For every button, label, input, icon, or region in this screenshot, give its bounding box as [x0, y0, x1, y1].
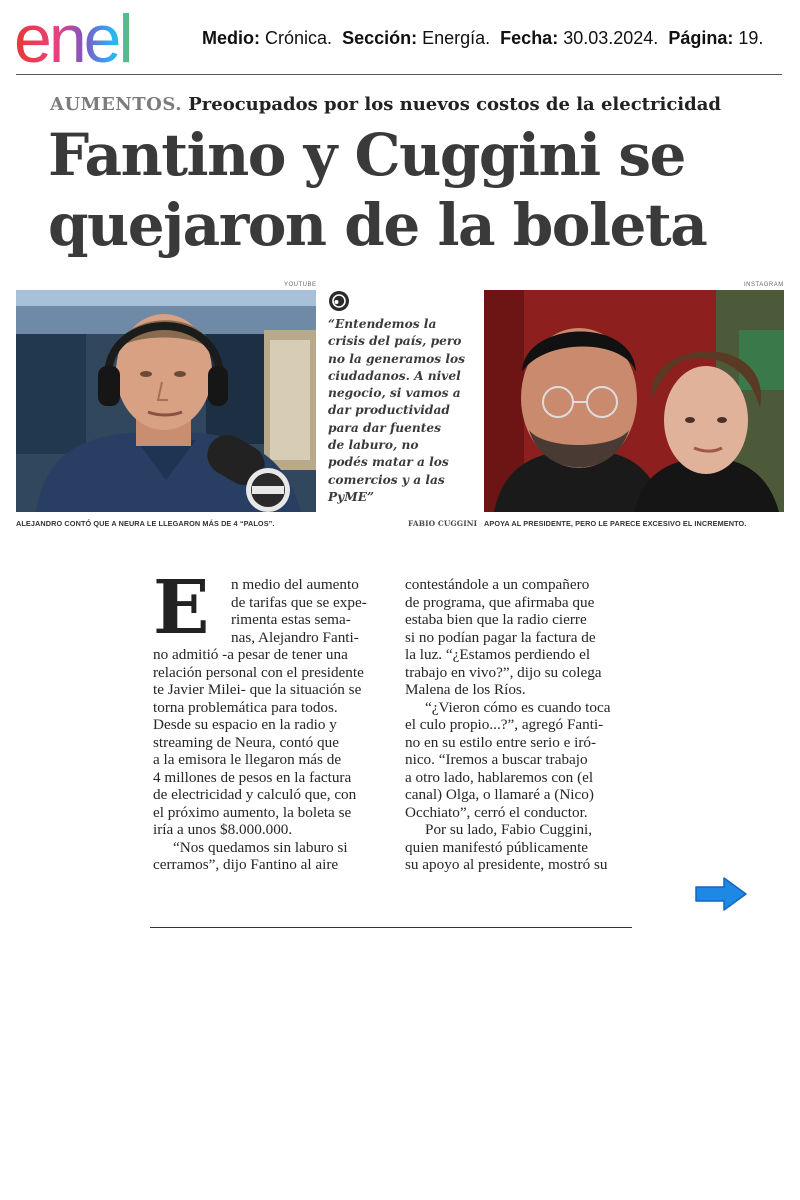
quote-line: ciudadanos. A nivel [328, 368, 461, 383]
drop-cap: E [153, 565, 210, 651]
body-line: a otro lado, hablaremos con (el [405, 768, 594, 786]
body-line: de tarifas que se expe- [231, 593, 367, 611]
body-line: si no podían pagar la factura de [405, 628, 596, 646]
kicker-text: Preocupados por los nuevos costos de la electricidad [188, 94, 721, 115]
photo-caption-right: APOYA AL PRESIDENTE, PERO LE PARECE EXCESIVO EL INCREMENTO. [484, 519, 747, 528]
seccion-value: Energía. [422, 28, 491, 48]
header-divider [16, 74, 782, 75]
quote-line: dar productividad [328, 403, 450, 418]
body-line: “¿Vieron cómo es cuando toca [425, 698, 611, 716]
body-line: Malena de los Ríos. [405, 681, 526, 698]
logo-text: enel [14, 8, 131, 72]
body-line: streaming de Neura, contó que [153, 733, 339, 751]
medio-label: Medio: [202, 28, 260, 48]
body-line: quien manifestó públicamente [405, 838, 589, 856]
body-line: no en su estilo entre serio e iró- [405, 733, 597, 751]
body-line: nico. “Iremos a buscar trabajo [405, 751, 588, 768]
fecha-value: 30.03.2024. [563, 28, 659, 48]
body-line: rimenta estas sema- [231, 611, 351, 628]
body-line: trabajo en vivo?”, dijo su colega [405, 663, 602, 681]
quote-attribution: FABIO CUGGINI [408, 519, 478, 528]
photo-credit-left: YOUTUBE [284, 282, 317, 288]
headline-line: Fantino y Cuggini se [48, 121, 685, 189]
medio-value: Crónica. [265, 28, 333, 48]
body-line: no admitió -a pesar de tener una [153, 646, 348, 663]
body-line: el culo propio...?”, agregó Fanti- [405, 716, 604, 733]
kicker-tag: AUMENTOS. [50, 94, 182, 115]
photo-right-illustration [484, 290, 784, 512]
photo-alejandro-fantino [16, 290, 316, 512]
body-line: su apoyo al presidente, mostró su [405, 856, 608, 873]
photo-caption-left: ALEJANDRO CONTÓ QUE A NEURA LE LLEGARON MÁS DE 4 “PALOS”. [16, 519, 275, 528]
quote-line: no la generamos los [328, 351, 465, 366]
quote-line: de laburo, no [328, 438, 419, 453]
fecha-label: Fecha: [500, 28, 559, 48]
photo-left-illustration [16, 290, 316, 512]
body-line: Desde su espacio en la radio y [153, 716, 337, 733]
quote-line: “Entendemos la [328, 317, 437, 331]
body-line: “Nos quedamos sin laburo si [173, 838, 348, 856]
body-line: Por su lado, Fabio Cuggini, [425, 821, 593, 838]
publication-meta [202, 28, 792, 49]
body-line: cerramos”, dijo Fantino al aire [153, 856, 339, 873]
headline-line: quejaron de la boleta [48, 191, 707, 259]
body-line: iría a unos $8.000.000. [153, 821, 293, 838]
quote-line: crisis del país, pero [328, 334, 462, 349]
body-line: canal) Olga, o llamaré a (Nico) [405, 786, 594, 803]
quote-line: podés matar a los [328, 455, 449, 470]
quote-line: para dar fuentes [328, 420, 442, 435]
quote-line: negocio, si vamos a [328, 386, 461, 401]
body-line: 4 millones de pesos en la factura [153, 768, 352, 786]
body-line: de programa, que afirmaba que [405, 593, 595, 611]
body-line: la luz. “¿Estamos perdiendo el [405, 646, 591, 663]
headline [48, 120, 788, 260]
footer-divider [150, 927, 632, 928]
body-line: nas, Alejandro Fanti- [231, 628, 359, 646]
body-line: a la emisora le llegaron más de [153, 751, 342, 768]
seccion-label: Sección: [342, 28, 418, 48]
quote-line: comercios y a las [328, 472, 445, 487]
body-line: de electricidad y calculó que, con [153, 786, 357, 803]
quote-line: PyME” [328, 489, 375, 504]
pagina-label: Página: [668, 28, 734, 48]
body-column-1 [153, 565, 389, 874]
pagina-value: 19. [738, 28, 764, 48]
body-line: estaba bien que la radio cierre [405, 611, 587, 628]
photo-credit-right: INSTAGRAM [744, 282, 784, 288]
body-column-2 [405, 576, 641, 874]
body-line: torna problemática para todos. [153, 698, 338, 716]
body-line: contestándole a un compañero [405, 576, 590, 593]
kicker [50, 94, 770, 115]
body-line: n medio del aumento [231, 576, 359, 593]
body-line: el próximo aumento, la boleta se [153, 803, 352, 821]
photo-fabio-cuggini [484, 290, 784, 512]
arrow-right-icon[interactable] [694, 876, 748, 912]
body-line: te Javier Milei- que la situación se [153, 681, 362, 698]
pull-quote [328, 316, 468, 506]
body-line: relación personal con el presidente [153, 663, 364, 681]
enel-logo [14, 8, 184, 72]
body-line: Occhiato”, cerró el conductor. [405, 803, 588, 821]
quote-badge-icon [328, 290, 350, 312]
